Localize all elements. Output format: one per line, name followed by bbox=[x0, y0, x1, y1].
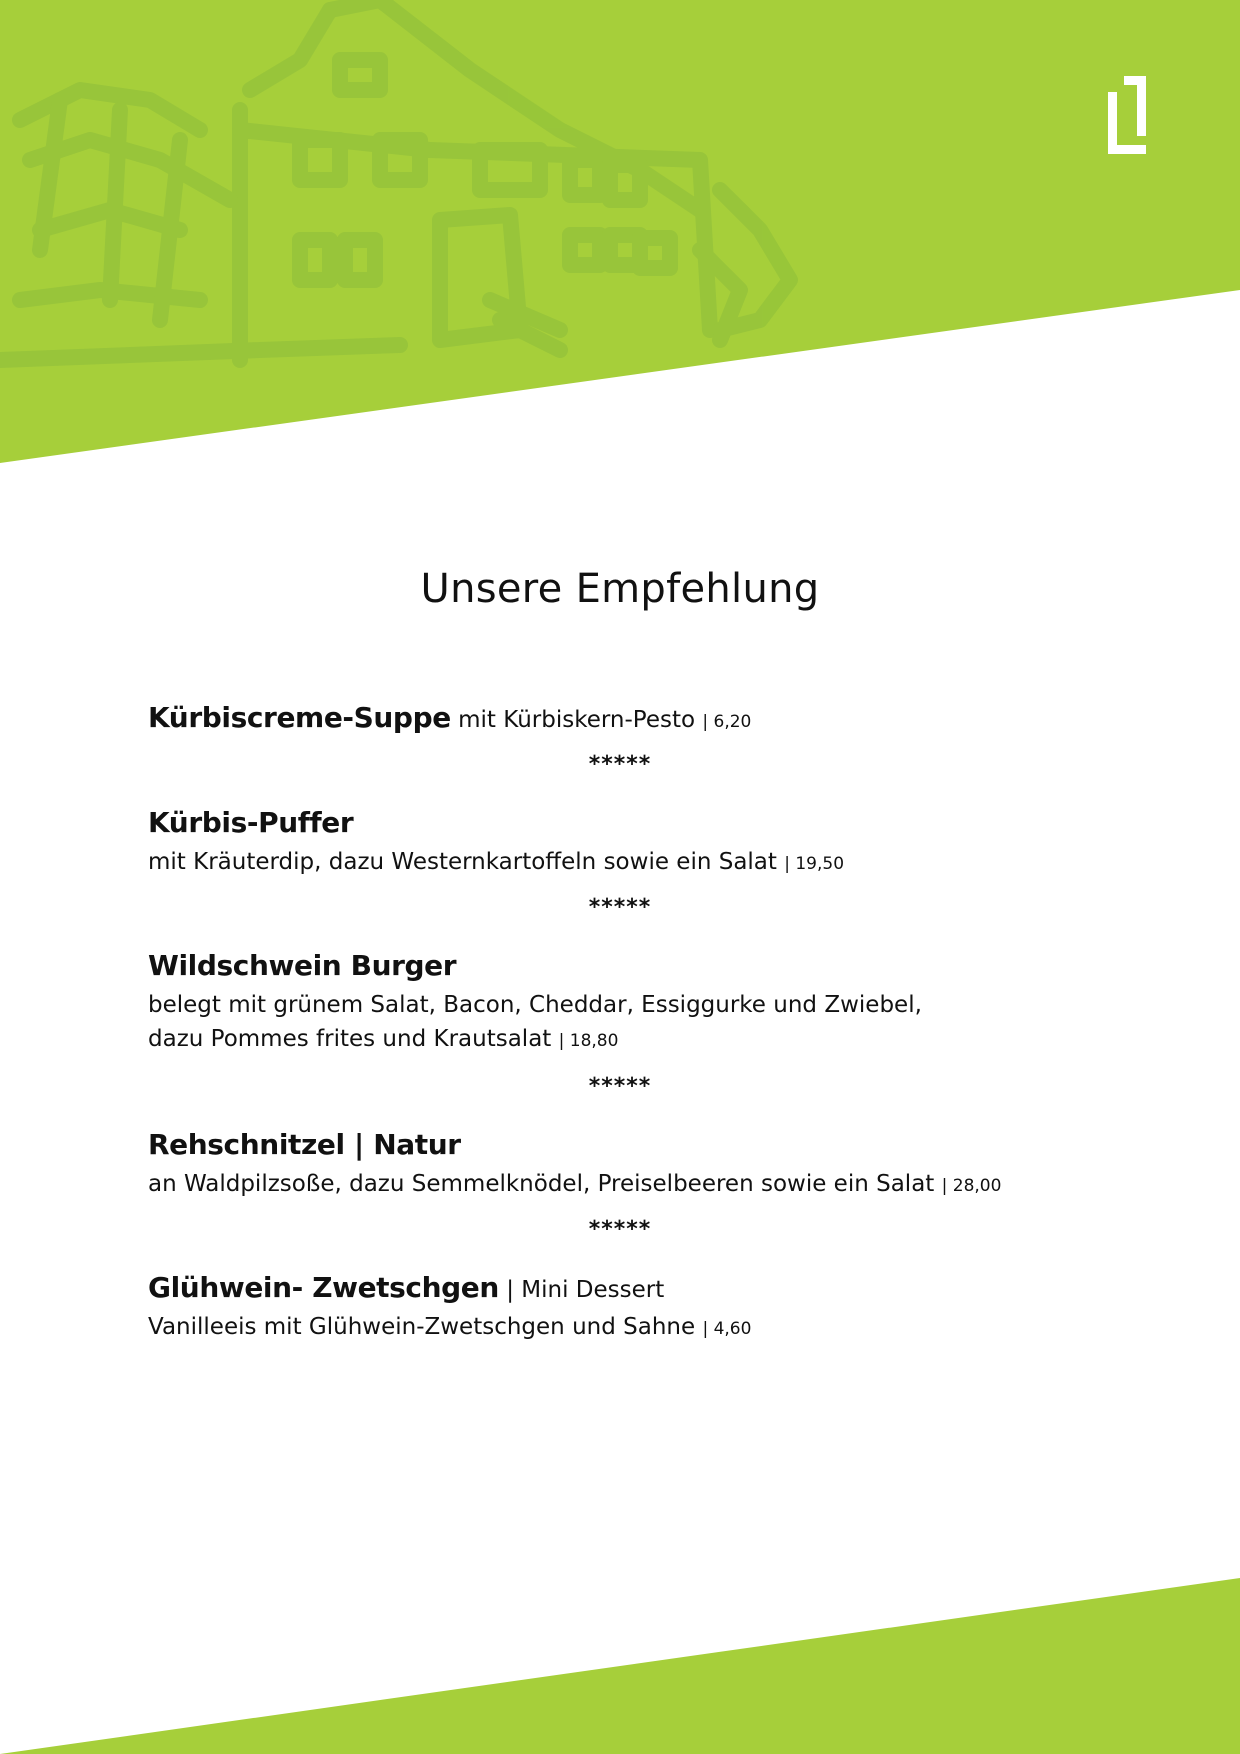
dish-desc-text: dazu Pommes frites und Krautsalat bbox=[148, 1026, 552, 1052]
dish-price: | 4,60 bbox=[702, 1319, 752, 1339]
menu-item-wildschwein-burger bbox=[148, 946, 1108, 1058]
separator: ***** bbox=[588, 895, 652, 920]
dish-line bbox=[148, 698, 1108, 742]
menu-item-kuerbiscreme-suppe bbox=[148, 698, 1108, 742]
dish-name: Wildschwein Burger bbox=[148, 949, 457, 982]
dish-desc-text: Vanilleeis mit Glühwein-Zwetschgen und Sahne bbox=[148, 1314, 696, 1340]
dish-name: Glühwein- Zwetschgen bbox=[148, 1271, 499, 1304]
dish-desc-text: mit Kräuterdip, dazu Westernkartoffeln sowie ein Salat bbox=[148, 849, 777, 875]
dish-price: | 28,00 bbox=[941, 1176, 1002, 1196]
dish-price: | 6,20 bbox=[702, 712, 752, 732]
dish-desc-text: belegt mit grünem Salat, Bacon, Cheddar, Essiggurke und Zwiebel, bbox=[148, 992, 922, 1018]
footer-green-wedge bbox=[0, 1578, 1240, 1754]
dish-price: | 18,80 bbox=[558, 1031, 619, 1051]
dish-description bbox=[148, 845, 1108, 881]
house-sketch-logo-icon bbox=[1108, 76, 1146, 154]
dish-description bbox=[148, 1167, 1108, 1203]
dish-name: Kürbis-Puffer bbox=[148, 806, 354, 839]
dish-inline-desc: | Mini Dessert bbox=[498, 1277, 665, 1303]
dish-line bbox=[148, 803, 1108, 845]
menu-item-rehschnitzel bbox=[148, 1125, 1108, 1203]
dish-name: Kürbiscreme-Suppe bbox=[148, 701, 451, 734]
dish-line bbox=[148, 1268, 1108, 1310]
dish-price: | 19,50 bbox=[784, 854, 845, 874]
dish-description bbox=[148, 1022, 1108, 1058]
separator: ***** bbox=[588, 1074, 652, 1099]
page-title: Unsere Empfehlung bbox=[420, 566, 820, 612]
separator: ***** bbox=[588, 752, 652, 777]
dish-line bbox=[148, 1125, 1108, 1167]
dish-description bbox=[148, 1310, 1108, 1346]
dish-line bbox=[148, 946, 1108, 988]
menu-item-gluehwein-zwetschgen bbox=[148, 1268, 1108, 1346]
dish-name: Rehschnitzel | Natur bbox=[148, 1128, 461, 1161]
menu-list bbox=[148, 698, 1108, 1346]
dish-description bbox=[148, 988, 1108, 1022]
dish-desc-text: an Waldpilzsoße, dazu Semmelknödel, Preiselbeeren sowie ein Salat bbox=[148, 1171, 935, 1197]
dish-inline-desc: mit Kürbiskern-Pesto bbox=[450, 707, 696, 733]
menu-item-kuerbis-puffer bbox=[148, 803, 1108, 881]
separator: ***** bbox=[588, 1217, 652, 1242]
